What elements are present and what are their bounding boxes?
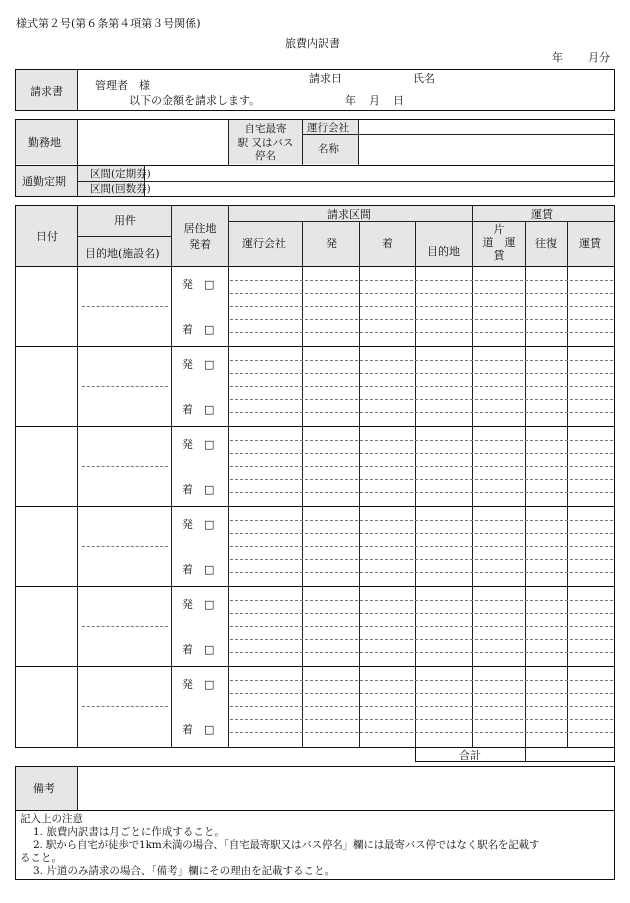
col-arrive-label: 着 <box>382 237 393 250</box>
col-dest-label: 目的地 <box>427 245 460 258</box>
depart-checkbox[interactable]: 発 □ <box>182 278 215 291</box>
form-number: 様式第２号(第６条第４項第３号関係) <box>16 17 201 30</box>
header-year-label: 年 <box>552 51 563 64</box>
claim-date-day: 日 <box>393 94 404 107</box>
workplace-name-label: 名称 <box>318 143 339 155</box>
notes-title: 記入上の注意 <box>20 813 83 825</box>
arrive-checkbox[interactable]: 着 □ <box>182 483 215 496</box>
col-roundtrip-label: 往復 <box>535 237 557 250</box>
arrive-checkbox[interactable]: 着 □ <box>182 403 215 416</box>
workplace-operator-label: 運行会社 <box>307 122 349 134</box>
col-fare-amount-label: 運賃 <box>579 237 601 250</box>
claim-label: 請求書 <box>30 85 63 98</box>
col-fare-label: 運賃 <box>531 208 553 221</box>
commute-section-pass: 区間(定期券) <box>90 168 151 180</box>
claim-date-month: 月 <box>369 94 380 107</box>
note-item-1: 1. 旅費内訳書は月ごとに作成すること。 <box>33 826 225 838</box>
claim-date-label: 請求日 <box>309 72 342 85</box>
claim-name-label: 氏名 <box>413 72 435 85</box>
total-label: 合計 <box>459 749 481 762</box>
note-item-2-cont: ること。 <box>20 852 62 864</box>
total-row <box>415 747 615 762</box>
page-title: 旅費内訳書 <box>285 37 340 50</box>
header-month-label: 月分 <box>588 51 610 64</box>
col-date-label: 日付 <box>36 230 58 243</box>
depart-checkbox[interactable]: 発 □ <box>182 358 215 371</box>
note-item-3: 3. 片道のみ請求の場合、「備考」欄にその理由を記載すること。 <box>33 865 336 877</box>
col-residence-label: 居住地 発着 <box>183 222 217 251</box>
remarks-box <box>15 766 615 811</box>
col-operator-label: 運行会社 <box>242 237 286 250</box>
depart-checkbox[interactable]: 発 □ <box>182 678 215 691</box>
depart-checkbox[interactable]: 発 □ <box>182 518 215 531</box>
claim-statement: 以下の金額を請求します。 <box>129 94 261 107</box>
depart-checkbox[interactable]: 発 □ <box>182 438 215 451</box>
col-errand-label: 用件 <box>114 214 136 227</box>
col-destination-label: 目的地(施設名) <box>85 247 160 260</box>
remarks-label: 備考 <box>33 782 55 795</box>
arrive-checkbox[interactable]: 着 □ <box>182 643 215 656</box>
arrive-checkbox[interactable]: 着 □ <box>182 323 215 336</box>
workplace-label: 勤務地 <box>28 136 61 149</box>
note-item-2: 2. 駅から自宅が徒歩で1km未満の場合、「自宅最寄駅又はバス停名」欄には最寄バス停ではなく駅名を記載す <box>33 839 540 851</box>
col-oneway-label: 片 道 運 賃 <box>482 223 516 262</box>
col-route-label: 請求区間 <box>327 208 371 221</box>
col-depart-label: 発 <box>326 237 337 250</box>
nearest-station-label: 自宅最寄 駅 又はバス 停名 <box>237 123 294 163</box>
arrive-checkbox[interactable]: 着 □ <box>182 723 215 736</box>
depart-checkbox[interactable]: 発 □ <box>182 598 215 611</box>
commute-section-coupon: 区間(回数券) <box>90 183 151 195</box>
commute-label: 通勤定期 <box>22 175 66 188</box>
claim-date-year: 年 <box>345 94 356 107</box>
arrive-checkbox[interactable]: 着 □ <box>182 563 215 576</box>
claim-manager: 管理者 様 <box>95 79 150 92</box>
